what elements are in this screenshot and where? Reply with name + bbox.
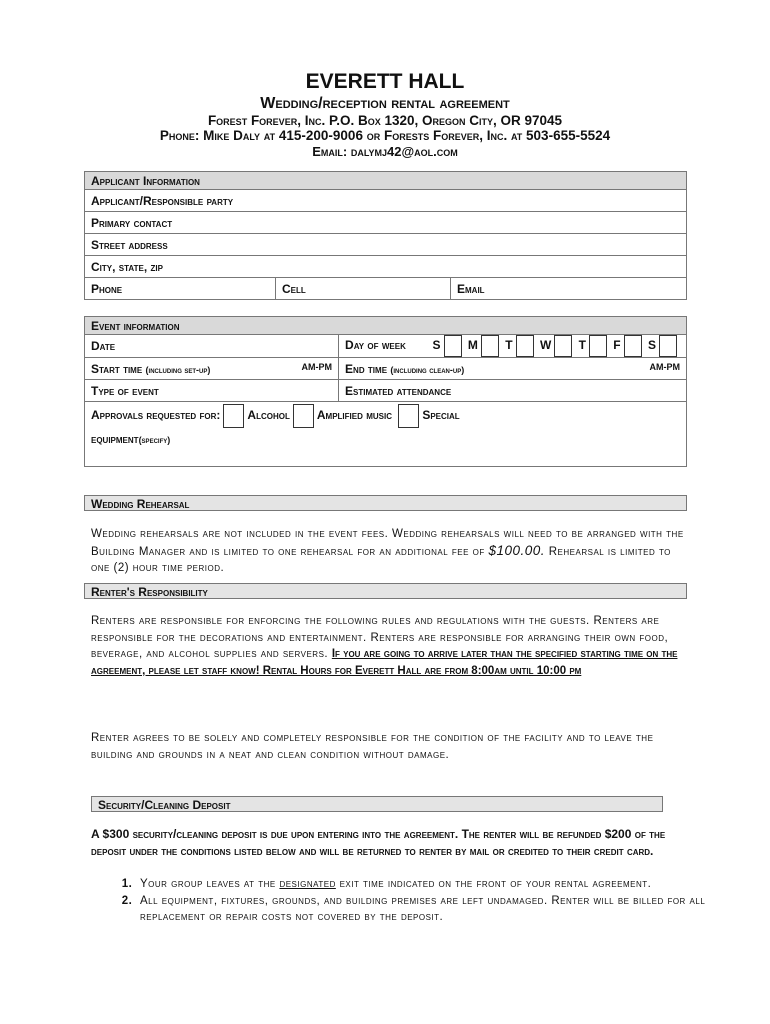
- street-address-field[interactable]: Street address: [85, 234, 687, 256]
- list-item: 2. All equipment, fixtures, grounds, and building premises are left undamaged. Renter will be billed for all replacement or repair costs not covered by the deposit.: [136, 893, 706, 926]
- day-checkbox[interactable]: [589, 335, 607, 357]
- phone-line: Phone: Mike Daly at 415-200-9006 or Forests Forever, Inc. at 503-655-5524: [159, 128, 611, 143]
- day-label: W: [539, 338, 552, 353]
- rental-hours-notice: If you are going to arrive later than the specified starting time on the agreement, please let staff know! Rental Hours for Everett Hall are from 8:00am until 10:00 pm: [91, 648, 678, 677]
- day-of-week-label: Day of week: [345, 338, 406, 353]
- email-line: Email: dalymj42@aol.com: [312, 144, 458, 159]
- type-of-event-field[interactable]: Type of event: [85, 380, 339, 402]
- day-checkbox[interactable]: [554, 335, 572, 357]
- start-ampm: AM-PM: [301, 361, 333, 372]
- alcohol-checkbox[interactable]: [223, 404, 244, 428]
- condition-text: exit time indicated on the front of your rental agreement.: [339, 878, 652, 890]
- email-field[interactable]: Email: [451, 278, 687, 300]
- special-label: Special: [422, 408, 460, 423]
- approvals-label: Approvals requested for:: [91, 408, 221, 423]
- day-checkbox[interactable]: [659, 335, 677, 357]
- page-subtitle: Wedding/reception rental agreement: [260, 95, 510, 112]
- day-label: T: [578, 338, 586, 353]
- day-checkbox[interactable]: [481, 335, 499, 357]
- special-checkbox[interactable]: [398, 404, 419, 428]
- day-label: S: [647, 338, 656, 353]
- address-line: Forest Forever, Inc. P.O. Box 1320, Oregon City, OR 97045: [207, 113, 563, 128]
- deposit-conditions-list: [112, 876, 706, 926]
- applicant-heading: Applicant Information: [85, 172, 687, 190]
- city-state-zip-field[interactable]: City, state, zip: [85, 256, 687, 278]
- applicant-party-field[interactable]: Applicant/Responsible party: [85, 190, 687, 212]
- end-time-label: End time: [345, 361, 388, 376]
- day-label: S: [432, 338, 441, 353]
- start-time-field[interactable]: [85, 358, 339, 380]
- end-ampm: AM-PM: [649, 361, 680, 372]
- list-item: [136, 876, 706, 893]
- estimated-attendance-field[interactable]: Estimated attendance: [339, 380, 687, 402]
- end-time-field[interactable]: [339, 358, 687, 380]
- day-label: T: [505, 338, 513, 353]
- day-checkbox[interactable]: [444, 335, 462, 357]
- renter-paragraph: [91, 613, 691, 679]
- day-checkbox[interactable]: [516, 335, 534, 357]
- alcohol-label: Alcohol: [247, 408, 290, 423]
- condition-emphasis: designated: [279, 878, 336, 890]
- date-field[interactable]: Date: [85, 335, 339, 358]
- rehearsal-text: Wedding rehearsals are not included in the event fees. Wedding rehearsals will need to be arranged with the Building Manager and is limited to one rehearsal for an additional fee of: [91, 528, 684, 558]
- end-time-note: (including clean-up): [390, 364, 465, 375]
- renter-responsibility-heading: Renter's Responsibility: [84, 583, 687, 599]
- page-title: EVERETT HALL: [305, 70, 465, 93]
- day-of-week-field: [339, 335, 687, 358]
- day-label: F: [613, 338, 621, 353]
- rehearsal-paragraph: [91, 526, 691, 577]
- equipment-specify: (specify): [138, 435, 171, 445]
- equipment-label: equipment: [91, 432, 139, 446]
- amplified-music-label: Amplified music: [316, 408, 392, 423]
- event-heading: Event information: [85, 317, 687, 335]
- renter-agreement-paragraph: Renter agrees to be solely and completely responsible for the condition of the facility and to leave the building and grounds in a neat and clean condition without damage.: [91, 732, 654, 761]
- cell-field[interactable]: Cell: [276, 278, 451, 300]
- primary-contact-field[interactable]: Primary contact: [85, 212, 687, 234]
- amplified-music-checkbox[interactable]: [293, 404, 314, 428]
- wedding-rehearsal-heading: Wedding Rehearsal: [84, 495, 687, 511]
- approvals-field: [85, 402, 687, 467]
- rehearsal-fee: $100.00.: [488, 542, 546, 558]
- condition-text: Your group leaves at the: [140, 878, 276, 890]
- start-time-label: Start time: [91, 361, 143, 376]
- phone-field[interactable]: Phone: [85, 278, 276, 300]
- applicant-information-table: [84, 171, 687, 300]
- event-information-table: [84, 316, 687, 467]
- day-checkbox[interactable]: [624, 335, 642, 357]
- renter-text: Renters are responsible for enforcing the following rules and regulations with the guests. Renters are responsible for the decorations and entertainment. Renters are responsible for arranging their own food, beverage, and alcohol supplies and servers.: [91, 615, 669, 660]
- start-time-note: (including set-up): [145, 364, 211, 375]
- day-label: M: [467, 338, 478, 353]
- security-deposit-heading: Security/Cleaning Deposit: [91, 796, 663, 812]
- deposit-intro: A $300 security/cleaning deposit is due upon entering into the agreement. The renter will be refunded $200 of the deposit under the conditions listed below and will be returned to renter by mail or credited to their credit card.: [91, 827, 666, 858]
- rehearsal-limit: Rehearsal is limited to one (2) hour time period.: [91, 545, 671, 574]
